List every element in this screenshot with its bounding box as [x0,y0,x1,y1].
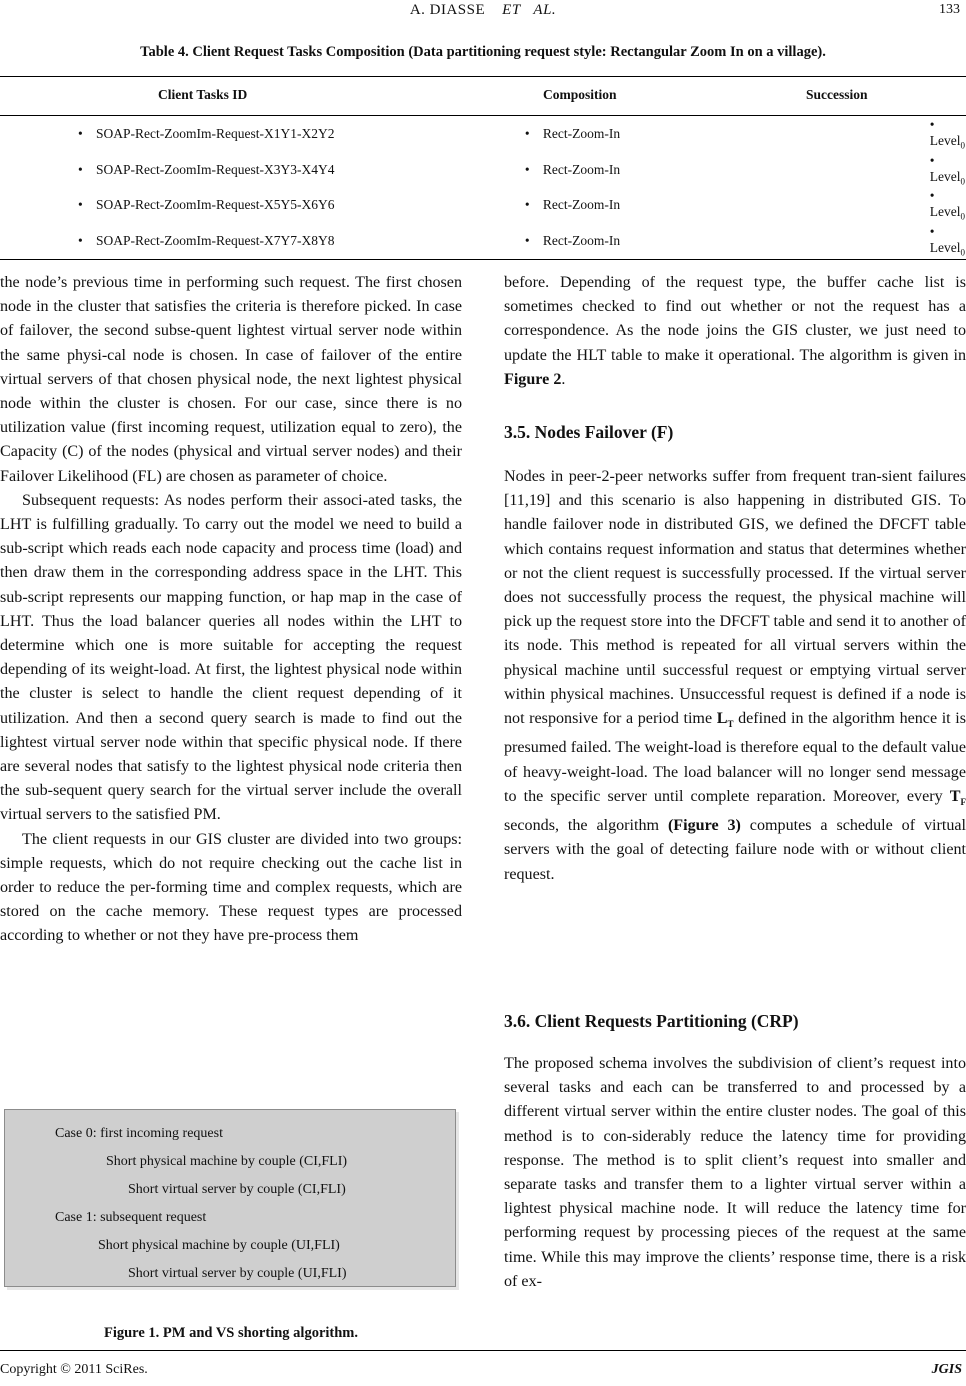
cell-task-id [0,187,385,223]
cell-task-id [0,152,385,188]
right-paragraph-1-end: . [561,370,566,388]
succession-subscript: 0 [960,247,965,258]
cell-task-id [0,223,385,259]
symbol-lt-sub: T [727,719,734,730]
figure-line-vs-ci: Short virtual server by couple (CI,FLI) [128,1182,346,1197]
bullet-icon: • [524,197,530,213]
figure-line-pm-ui: Short physical machine by couple (UI,FLI) [98,1238,340,1253]
task-id-text: SOAP-Rect-ZoomIm-Request-X3Y3-X4Y4 [96,161,335,177]
header-succession: Succession [806,87,868,102]
right-paragraph-3: The proposed schema involves the subdivision of client’s request into several tasks and each can be transferred to and processed by a different virtual server within the entire cluster nodes. The goal of this method is to con-siderably reduce the latency time for providing response. The method is to split client’s request into smaller and separate tasks and transfer them to a lighter virtual server within a lightest physical machine node. It will reduce the latency time for performing request by processing pieces of the request at the same time. While this may improve the clients’ response time, there is a risk of ex- [504,1055,966,1290]
left-paragraph-2: Subsequent requests: As nodes perform their associ-ated tasks, the LHT is fulfilling gradually. To carry out the model we need to build a sub-script which reads each node capacity and process time (load) and then draw them in the corresponding address space in the LHT. This sub-script represents our mapping function, or hap map in the case of LHT. Thus the load balancer queries all nodes within the LHT to determine which one is more suitable for accepting the request depending of its weight-load. At first, the lightest physical node within the cluster is select to handle the client request depending of it utilization. And then a second query search is made to find out the lightest virtual server node within that specific physical node. If there are several nodes that satisfy to the lightest physical node criteria then the sub-sequent query search for the virtual server include the overall virtual servers to the satisfied PM. [0,491,462,824]
bullet-icon: • [929,152,935,168]
footer-copyright: Copyright © 2011 SciRes. [0,1362,148,1377]
figure-line-pm-ci: Short physical machine by couple (CI,FLI) [106,1154,348,1169]
bullet-icon: • [929,224,935,240]
cell-composition [385,223,755,259]
right-paragraph-2 [504,465,966,887]
header-client-tasks-id: Client Tasks ID [158,87,248,102]
symbol-lt-base: L [716,710,728,728]
task-id-text: SOAP-Rect-ZoomIm-Request-X1Y1-X2Y2 [96,125,335,141]
succession-subscript: 0 [960,176,965,187]
cell-composition [385,152,755,188]
task-id-text: SOAP-Rect-ZoomIm-Request-X5Y5-X6Y6 [96,197,335,213]
table-row [0,223,966,259]
cell-succession [755,116,966,152]
figure-line-case0: Case 0: first incoming request [55,1126,223,1141]
cell-task-id [0,116,385,152]
footer-rule [0,1350,966,1351]
cell-composition [385,187,755,223]
symbol-lt [716,710,734,730]
right-paragraph-3-block [504,1052,966,1294]
table-header-cell [0,77,966,116]
composition-text: Rect-Zoom-In [542,125,621,141]
footer-journal: JGIS [931,1362,962,1377]
running-header-et: ET [502,2,521,18]
bullet-icon: • [78,161,83,177]
right-paragraph-2-part-b: defined in the algorithm hence it is presumed failed. The weight-load is therefore equal to the default value of heavy-weight-load. The load balancer will no longer send message to the specific server until complete reparation. Moreover, every [504,710,966,805]
left-paragraph-1: the node’s previous time in performing such request. The first chosen node in the cluster that satisfies the criteria is therefore picked. In case of failover, the second subse-quent lightest virtual server node within the same physi-cal node is chosen. In case of failover of the entire virtual servers of that chosen physical node, the next lightest physical node within the cluster is chosen. For our case, since there is no utilization value (first incoming request, utilization equal to zero), the Capacity (C) of the nodes (physical and virtual server nodes) and their Failover Likelihood (FL) are chosen as parameter of choice. [0,274,462,485]
bullet-icon: • [524,125,530,141]
page-number: 133 [939,2,960,17]
right-paragraph-2-block [504,465,966,887]
bullet-icon: • [78,232,83,248]
composition-text: Rect-Zoom-In [542,232,621,248]
figure-line-case1: Case 1: subsequent request [55,1210,207,1225]
right-paragraph-1-block [504,271,966,392]
succession-text: Level [929,240,961,256]
succession-text: Level [929,168,961,184]
figure-1-caption: Figure 1. PM and VS shorting algorithm. [103,1325,359,1341]
running-header-al: AL. [533,2,557,18]
bullet-icon: • [929,188,935,204]
table-body [0,116,966,260]
cell-succession [755,152,966,188]
running-header [0,2,966,19]
right-paragraph-2-part-c: seconds, the algorithm [504,817,668,835]
task-id-text: SOAP-Rect-ZoomIm-Request-X7Y7-X8Y8 [96,232,335,248]
succession-subscript: 0 [960,140,965,151]
figure-line-vs-ui: Short virtual server by couple (UI,FLI) [128,1266,347,1281]
bullet-icon: • [524,161,530,177]
header-composition: Composition [543,87,617,102]
composition-text: Rect-Zoom-In [542,197,621,213]
client-request-table [0,76,966,260]
table-caption: Table 4. Client Request Tasks Composition (Data partitioning request style: Rectangular Zoom In on a village). [140,44,826,60]
symbol-tf-base: T [949,787,961,805]
right-paragraph-1 [504,271,966,392]
bullet-icon: • [78,197,83,213]
table-row [0,187,966,223]
figure-1-box [4,1109,456,1287]
running-header-authors: A. DIASSE [409,2,486,18]
cell-succession [755,223,966,259]
symbol-tf-sub: F [960,797,966,808]
right-paragraph-2-part-d: computes a schedule of virtual servers with the goal of detecting failure node with or without client request. [504,817,966,883]
cell-succession [755,187,966,223]
section-heading-3-5: 3.5. Nodes Failover (F) [504,422,674,442]
figure-2-reference: Figure 2 [504,370,562,388]
bullet-icon: • [929,117,935,132]
table-row [0,116,966,152]
figure-3-reference: (Figure 3) [667,817,741,835]
table-header-row [0,77,966,116]
bullet-icon: • [78,125,83,141]
left-paragraph-3: The client requests in our GIS cluster are divided into two groups: simple requests, which do not require checking out the cache list in order to reduce the per-forming time and complex requests, which are stored on the cache memory. These request types are processed according to whether or not they have pre-process them [0,830,462,945]
right-paragraph-1-text: before. Depending of the request type, the buffer cache list is sometimes checked to find out whether or not the request has a correspondence. As the node joins the GIS cluster, we just need to update the HLT table to make it operational. The algorithm is given in [504,274,966,364]
composition-text: Rect-Zoom-In [542,161,621,177]
section-heading-3-6: 3.6. Client Requests Partitioning (CRP) [504,1011,799,1031]
right-paragraph-2-part-a: Nodes in peer-2-peer networks suffer from frequent tran-sient failures [11,19] and this scenario is also happening in distributed GIS. To handle failover node in distributed GIS, we defined the DFCFT table which contains request information and status that determines whether or not the client request is successfully processed. If the virtual server does not successfully process the request, the physical machine will pick up the request store into the DFCFT table and send it to another of its node. This method is repeated for all virtual servers within the physical machine until successful request or emptying virtual server within physical machines. Unsuccessful request is defined if a node is not responsive for a period time [504,468,966,728]
succession-subscript: 0 [960,212,965,223]
symbol-tf [949,787,966,808]
succession-text: Level [929,133,961,148]
table-row [0,152,966,188]
cell-composition [385,116,755,152]
succession-text: Level [929,204,961,220]
left-column [0,271,462,949]
bullet-icon: • [524,232,530,248]
